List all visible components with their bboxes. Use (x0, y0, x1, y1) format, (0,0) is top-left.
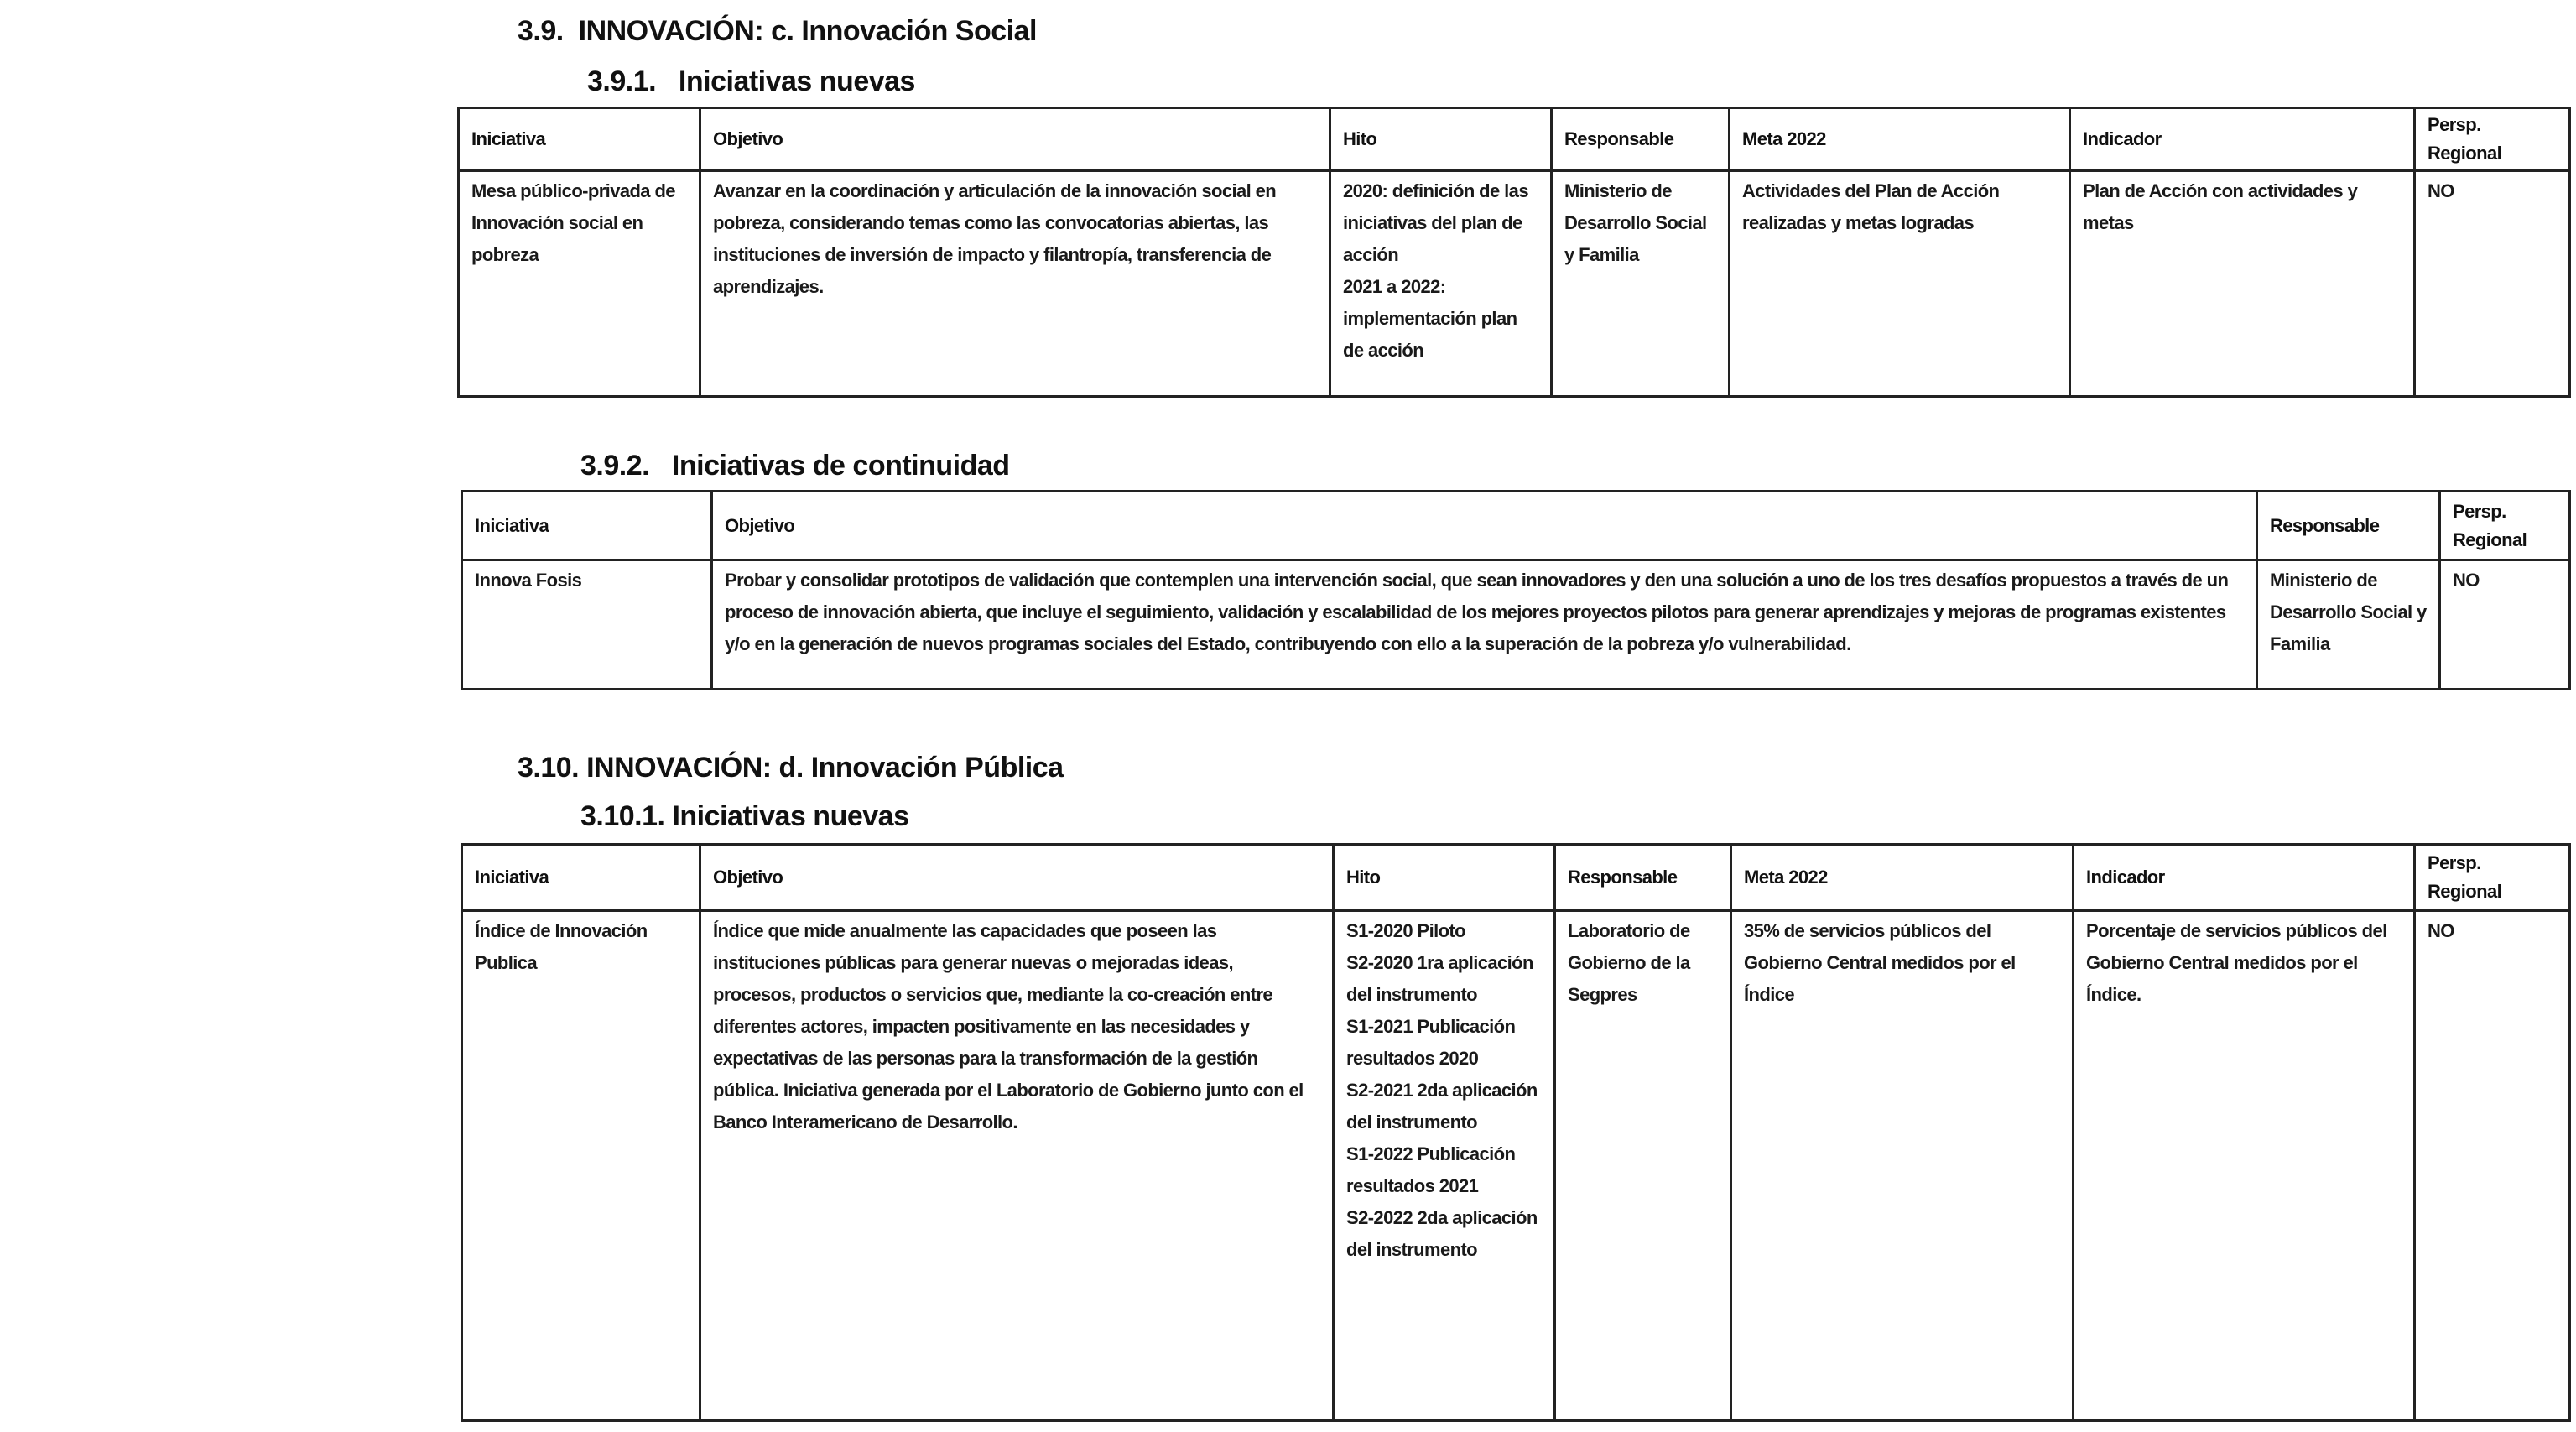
cell-iniciativa: Innova Fosis (462, 560, 712, 690)
col-header-meta: Meta 2022 (1731, 845, 2074, 911)
section-title: INNOVACIÓN: c. Innovación Social (578, 15, 1037, 47)
col-header-objetivo: Objetivo (700, 108, 1330, 171)
col-header-iniciativa: Iniciativa (462, 492, 712, 560)
section-title: Iniciativas nuevas (672, 800, 909, 832)
section-heading-3-9-2 (580, 450, 1010, 482)
col-header-persp-regional: Persp. Regional (2440, 492, 2570, 560)
section-number: 3.10. (518, 752, 580, 784)
col-header-persp-regional: Persp. Regional (2415, 845, 2570, 911)
hito-line: 2021 a 2022: implementación plan de acción (1343, 276, 1517, 361)
hito-line: S1-2021 Publicación resultados 2020 (1346, 1016, 1516, 1069)
section-title: INNOVACIÓN: d. Innovación Pública (586, 752, 1064, 784)
cell-indicador: Plan de Acción con actividades y metas (2070, 171, 2415, 397)
section-number: 3.9.2. (580, 450, 650, 482)
cell-responsable: Ministerio de Desarrollo Social y Familia (2257, 560, 2440, 690)
table-row (462, 560, 2570, 690)
col-header-hito: Hito (1330, 108, 1552, 171)
table-header-row (462, 845, 2570, 911)
col-header-responsable: Responsable (1552, 108, 1730, 171)
section-number: 3.9. (518, 15, 564, 47)
table-row (459, 171, 2570, 397)
cell-iniciativa: Índice de Innovación Publica (462, 911, 700, 1421)
cell-persp-regional: NO (2440, 560, 2570, 690)
col-header-persp-regional: Persp. Regional (2415, 108, 2570, 171)
cell-responsable: Laboratorio de Gobierno de la Segpres (1555, 911, 1731, 1421)
col-header-iniciativa: Iniciativa (459, 108, 700, 171)
cell-responsable: Ministerio de Desarrollo Social y Familia (1552, 171, 1730, 397)
section-number: 3.10.1. (580, 800, 665, 832)
section-title: Iniciativas de continuidad (671, 450, 1010, 482)
table-iniciativas-nuevas-social (457, 107, 2571, 398)
cell-objetivo: Avanzar en la coordinación y articulación de la innovación social en pobreza, considerando temas como las convocatorias abiertas, las instituciones de inversión de impacto y filantropía, transferencia de aprendizajes. (700, 171, 1330, 397)
col-header-objetivo: Objetivo (712, 492, 2257, 560)
table-iniciativas-nuevas-publica (461, 843, 2571, 1422)
hito-line: S2-2022 2da aplicación del instrumento (1346, 1207, 1538, 1260)
hito-line: S1-2020 Piloto (1346, 920, 1465, 941)
col-header-objetivo: Objetivo (700, 845, 1334, 911)
cell-meta: Actividades del Plan de Acción realizadas y metas logradas (1730, 171, 2070, 397)
col-header-indicador: Indicador (2070, 108, 2415, 171)
hito-line: 2020: definición de las iniciativas del plan de acción (1343, 180, 1528, 265)
cell-persp-regional: NO (2415, 911, 2570, 1421)
col-header-indicador: Indicador (2074, 845, 2415, 911)
cell-objetivo: Probar y consolidar prototipos de validación que contemplen una intervención social, que sean innovadores y den una solución a uno de los tres desafíos propuestos a través de un proceso de innovación abierta, que incluye el seguimiento, validación y escalabilidad de los mejores proyectos pilotos para generar aprendizajes y mejoras de programas existentes y/o en la generación de nuevos programas sociales del Estado, contribuyendo con ello a la superación de la pobreza y/o vulnerabilidad. (712, 560, 2257, 690)
section-title: Iniciativas nuevas (678, 65, 915, 97)
col-header-hito: Hito (1334, 845, 1555, 911)
section-heading-3-9 (518, 15, 1037, 48)
section-number: 3.9.1. (587, 65, 657, 97)
table-row (462, 911, 2570, 1421)
cell-persp-regional: NO (2415, 171, 2570, 397)
cell-hito (1330, 171, 1552, 397)
table-header-row (459, 108, 2570, 171)
section-heading-3-10-1 (580, 800, 908, 833)
col-header-iniciativa: Iniciativa (462, 845, 700, 911)
hito-line: S2-2020 1ra aplicación del instrumento (1346, 952, 1533, 1005)
table-iniciativas-continuidad (461, 490, 2571, 690)
hito-line: S1-2022 Publicación resultados 2021 (1346, 1143, 1516, 1196)
col-header-meta: Meta 2022 (1730, 108, 2070, 171)
cell-objetivo: Índice que mide anualmente las capacidades que poseen las instituciones públicas para generar nuevas o mejoradas ideas, procesos, productos o servicios que, mediante la co-creación entre diferentes actores, impacten positivamente en las necesidades y expectativas de las personas para la transformación de la gestión pública. Iniciativa generada por el Laboratorio de Gobierno junto con el Banco Interamericano de Desarrollo. (700, 911, 1334, 1421)
cell-hito (1334, 911, 1555, 1421)
cell-indicador: Porcentaje de servicios públicos del Gobierno Central medidos por el Índice. (2074, 911, 2415, 1421)
section-heading-3-9-1 (587, 65, 915, 98)
cell-meta: 35% de servicios públicos del Gobierno Central medidos por el Índice (1731, 911, 2074, 1421)
cell-iniciativa: Mesa público-privada de Innovación social en pobreza (459, 171, 700, 397)
col-header-responsable: Responsable (1555, 845, 1731, 911)
col-header-responsable: Responsable (2257, 492, 2440, 560)
table-header-row (462, 492, 2570, 560)
section-heading-3-10 (518, 752, 1064, 784)
hito-line: S2-2021 2da aplicación del instrumento (1346, 1080, 1538, 1133)
